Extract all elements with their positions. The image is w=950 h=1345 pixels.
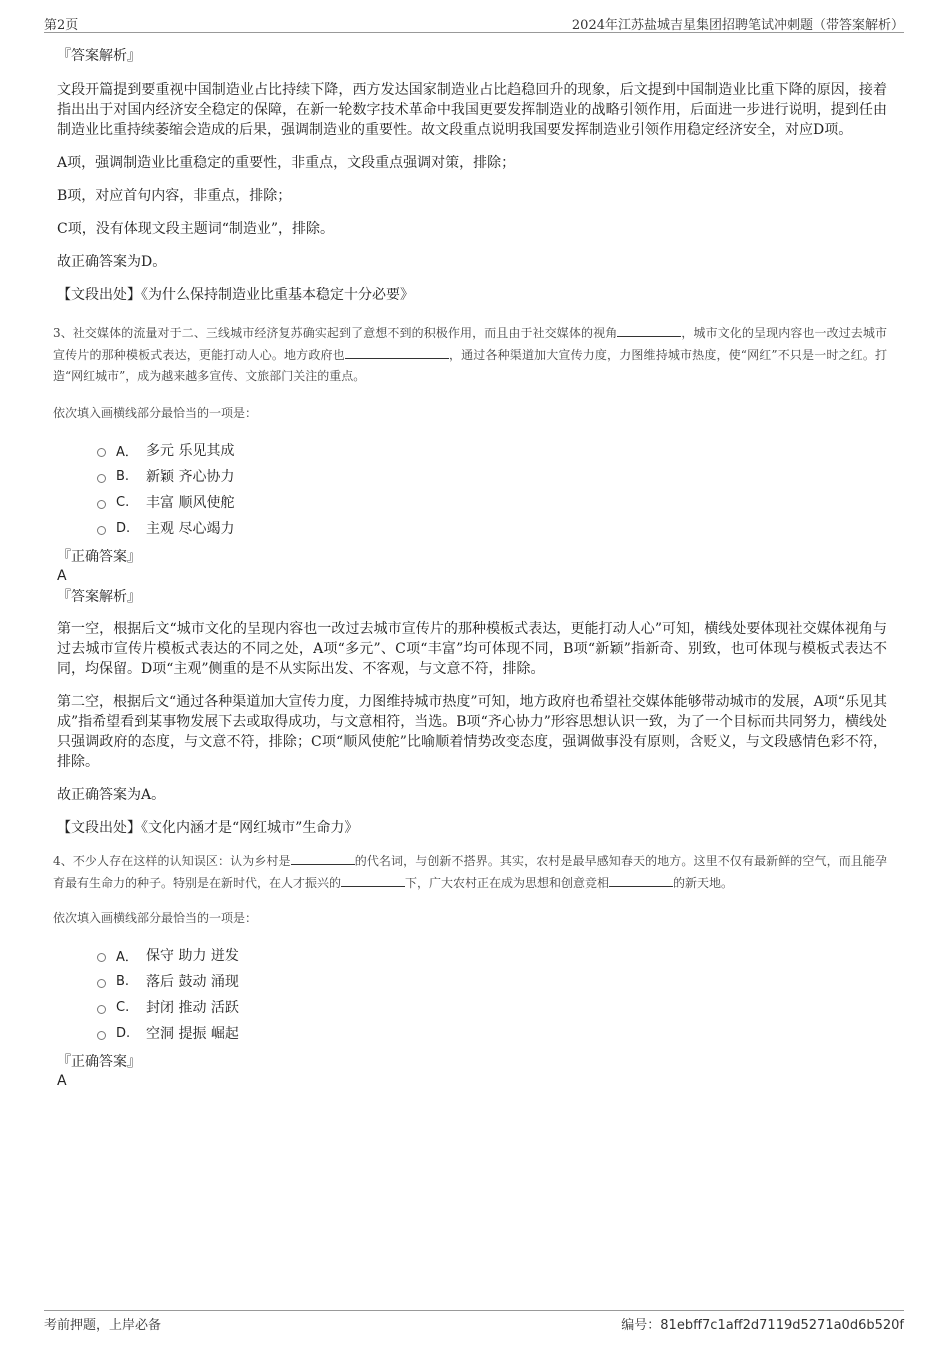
q3-option-b[interactable] — [97, 463, 887, 489]
q4-answer-label: 『正确答案』 — [57, 1054, 141, 1070]
q4-option-c[interactable] — [97, 994, 887, 1020]
option-letter: A． — [116, 444, 138, 460]
q2-analysis-label: 『答案解析』 — [57, 48, 141, 64]
radio-icon[interactable] — [97, 1005, 106, 1014]
q3-stem-part-2: ，城市文化的呈现内容也一改过去城市宣传片的那种模板式表达，更能打动人心。地方政府也 — [53, 326, 887, 362]
option-text: 保守 助力 迸发 — [146, 948, 239, 964]
q3-answer-label: 『正确答案』 — [57, 549, 141, 565]
document-id-label: 编号： — [621, 1318, 661, 1333]
q4-blank-2 — [341, 872, 405, 887]
option-text: 落后 鼓动 涌现 — [146, 974, 239, 990]
option-text: 空洞 提振 崛起 — [146, 1026, 239, 1042]
q3-blank-1 — [617, 322, 681, 337]
page-footer — [44, 1310, 904, 1333]
footer-slogan: 考前押题，上岸必备 — [44, 1318, 162, 1333]
q3-option-a[interactable] — [97, 437, 887, 463]
radio-icon[interactable] — [97, 979, 106, 988]
q4-stem-part-4: 的新天地。 — [673, 876, 734, 890]
option-text: 封闭 推动 活跃 — [146, 1000, 239, 1016]
document-id — [621, 1314, 904, 1333]
q2-option-c-analysis: C项，没有体现文段主题词“制造业”，排除。 — [57, 221, 335, 237]
q3-option-c[interactable] — [97, 489, 887, 515]
option-letter: B. — [116, 973, 130, 989]
q4-prompt: 依次填入画横线部分最恰当的一项是： — [53, 911, 258, 925]
q3-stem-part-3: ，通过各种渠道加大宣传力度，力图维持城市热度，使“网红”不只是一时之红。打造“网红城市”，成为越来越多宣传、文旅部门关注的重点。 — [53, 348, 887, 383]
page-header — [44, 12, 904, 33]
q3-prompt: 依次填入画横线部分最恰当的一项是： — [53, 406, 258, 420]
q4-option-b[interactable] — [97, 968, 887, 994]
radio-icon[interactable] — [97, 500, 106, 509]
document-id-value: 81ebff7c1aff2d7119d5271a0d6b520f — [660, 1318, 904, 1333]
q3-conclusion: 故正确答案为A。 — [57, 787, 166, 803]
q3-analysis-blank-2: 第二空，根据后文“通过各种渠道加大宣传力度，力图维持城市热度”可知，地方政府也希望社交媒体能够带动城市的发展，A项“乐见其成”指希望看到某事物发展下去或取得成功，与文意相符，当选。B项“齐心协力”形容思想认识一致，为了一个目标而共同努力，横线处只强调政府的态度，与文意不符，排除；C项“顺风使舵”比喻顺着情势改变态度，强调做事没有原则，含贬义，与文段感情色彩不符，排除。 — [57, 694, 887, 770]
q3-answer: A — [57, 568, 67, 584]
radio-icon[interactable] — [97, 1031, 106, 1040]
option-text: 主观 尽心竭力 — [146, 521, 235, 537]
option-text: 新颖 齐心协力 — [146, 469, 235, 485]
q2-option-a-analysis: A项，强调制造业比重稳定的重要性，非重点，文段重点强调对策，排除； — [57, 155, 516, 171]
q4-blank-1 — [291, 850, 355, 865]
q2-option-b-analysis: B项，对应首句内容，非重点，排除； — [57, 188, 292, 204]
q4-stem-part-2: 的代名词，与创新不搭界。其实，农村是最早感知春天的地方。这里不仅有最新鲜的空气，而且能孕育最有生命力的种子。特别是在新时代，在人才振兴的 — [53, 854, 887, 890]
q4-option-d[interactable] — [97, 1020, 887, 1046]
option-letter: D. — [116, 1025, 131, 1041]
q2-conclusion: 故正确答案为D。 — [57, 254, 167, 270]
q3-blank-2 — [345, 344, 449, 359]
q2-analysis-paragraph: 文段开篇提到要重视中国制造业占比持续下降，西方发达国家制造业占比趋稳回升的现象，后文提到中国制造业比重下降的原因，接着指出出于对国内经济安全稳定的保障，在新一轮数字技术革命中我国更要发挥制造业的战略引领作用，后面进一步进行说明，提到任由制造业比重持续萎缩会造成的后果，强调制造业的重要性。故文段重点说明我国要发挥制造业引领作用稳定经济安全，对应D项。 — [57, 82, 887, 138]
q4-stem — [53, 850, 887, 894]
q2-source: 【文段出处】《为什么保持制造业比重基本稳定十分必要》 — [57, 287, 414, 303]
option-letter: C. — [116, 999, 130, 1015]
option-letter: D. — [116, 520, 131, 536]
q3-options — [57, 437, 887, 541]
option-text: 丰富 顺风使舵 — [146, 495, 235, 511]
page-number: 第2页 — [44, 18, 79, 33]
q4-stem-part-1: 4、不少人存在这样的认知误区：认为乡村是 — [53, 854, 291, 868]
option-letter: C. — [116, 494, 130, 510]
option-text: 多元 乐见其成 — [146, 443, 235, 459]
q4-blank-3 — [609, 872, 673, 887]
q4-stem-part-3: 下，广大农村正在成为思想和创意竞相 — [405, 876, 610, 890]
radio-icon[interactable] — [97, 526, 106, 535]
q4-option-a[interactable] — [97, 942, 887, 968]
q3-source: 【文段出处】《文化内涵才是“网红城市”生命力》 — [57, 820, 359, 836]
option-letter: A． — [116, 949, 138, 965]
q3-analysis-blank-1: 第一空，根据后文“城市文化的呈现内容也一改过去城市宣传片的那种模板式表达，更能打动人心”可知，横线处要体现社交媒体视角与过去城市宣传片模板式表达的不同之处，A项“多元”、C项“丰富”均可体现不同，B项“新颖”指新奇、别致，也可体现与模板式表达不同，均保留。D项“主观”侧重的是不从实际出发、不客观，与文意不符，排除。 — [57, 621, 887, 677]
page-content — [53, 46, 887, 1090]
q3-analysis-label: 『答案解析』 — [57, 589, 141, 605]
q3-stem — [53, 322, 887, 387]
q4-options — [57, 942, 887, 1046]
q4-answer: A — [57, 1073, 67, 1089]
radio-icon[interactable] — [97, 448, 106, 457]
q3-stem-part-1: 3、社交媒体的流量对于二、三线城市经济复苏确实起到了意想不到的积极作用，而且由于社交媒体的视角 — [53, 326, 618, 340]
option-letter: B. — [116, 468, 130, 484]
radio-icon[interactable] — [97, 953, 106, 962]
q3-option-d[interactable] — [97, 515, 887, 541]
document-title: 2024年江苏盐城吉星集团招聘笔试冲刺题（带答案解析） — [571, 18, 904, 33]
radio-icon[interactable] — [97, 474, 106, 483]
